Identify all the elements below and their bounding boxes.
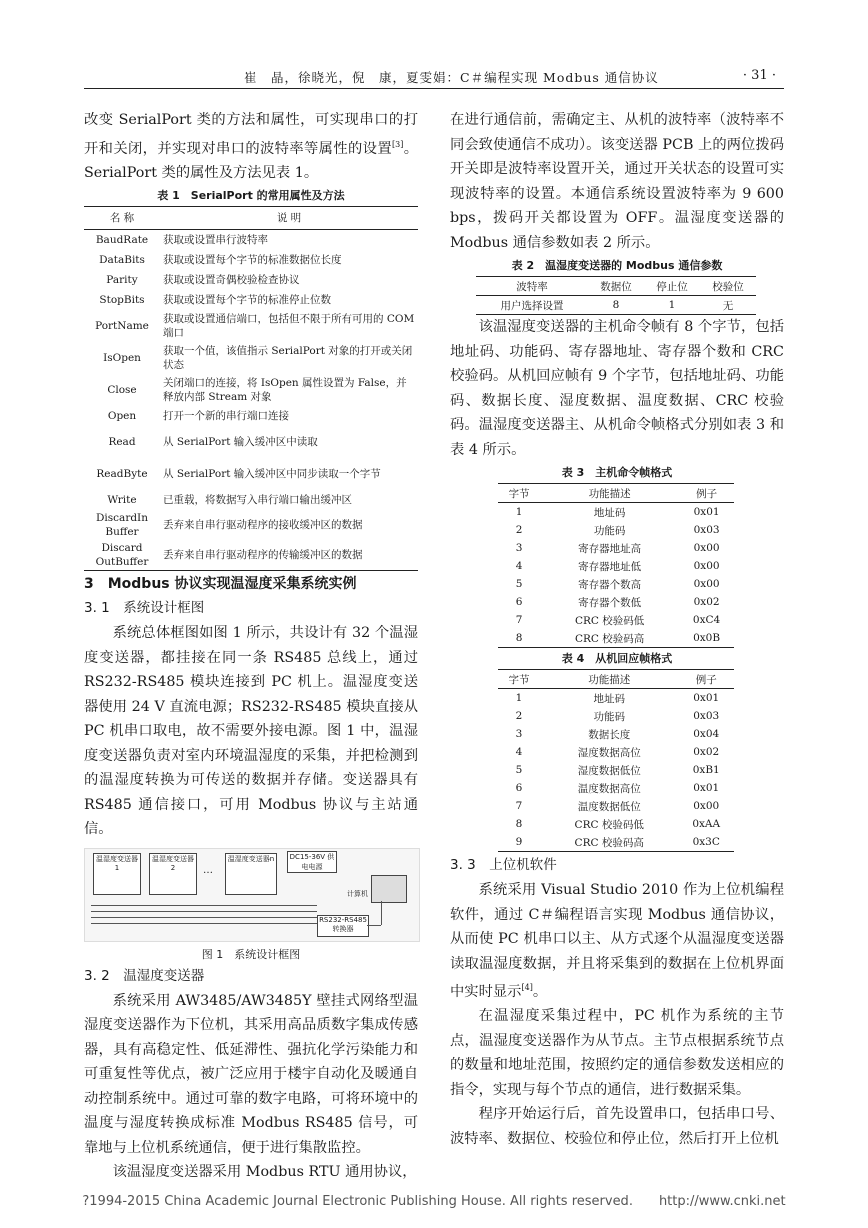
table-header: 功能描述 — [588, 673, 631, 686]
table4-caption: 表 4 从机回应帧格式 — [561, 652, 673, 665]
table-cell: 0x01 — [693, 692, 720, 704]
table-header: 说 明 — [276, 212, 302, 225]
table-cell: 6 — [515, 596, 523, 608]
subsection-heading: 3. 2 温湿度变送器 — [84, 967, 205, 984]
table-cell: 4 — [515, 560, 523, 572]
member-name: PortName — [95, 320, 149, 333]
member-description: 获取或设置每个字节的标准停止位数 — [163, 294, 331, 307]
table-cell: 0xB1 — [692, 764, 720, 776]
table2-caption: 表 2 温湿度变送器的 Modbus 通信参数 — [511, 259, 723, 272]
section-heading: 3 Modbus 协议实现温湿度采集系统实例 — [84, 576, 357, 593]
table-header: 例子 — [695, 673, 717, 686]
table-row — [84, 540, 418, 571]
table-row — [498, 707, 734, 725]
table-cell: 寄存器地址高 — [578, 542, 642, 555]
table-cell: 0x0B — [693, 632, 721, 644]
table-row — [498, 779, 734, 797]
ellipsis: … — [203, 864, 213, 876]
page-number: · 31 · — [742, 68, 776, 83]
table-header: 名 称 — [109, 212, 135, 225]
table-cell: 0x00 — [693, 542, 720, 554]
table-row — [498, 611, 734, 629]
table-cell: CRC 校验码高 — [574, 836, 644, 849]
member-description: 从 SerialPort 输入缓冲区中同步读取一个字节 — [163, 468, 381, 481]
member-name: Open — [107, 410, 137, 423]
member-name: DiscardIn Buffer — [96, 512, 148, 539]
table-cell: 8 — [515, 632, 523, 644]
paragraph: 该温湿度变送器采用 Modbus RTU 通用协议， — [112, 1164, 417, 1181]
table-row — [84, 458, 418, 490]
table-header: 校验位 — [712, 280, 744, 293]
table-cell: 数据长度 — [588, 728, 631, 741]
power-supply-box: DC15-36V 供电电源 — [287, 851, 337, 873]
table-cell: 0x03 — [693, 710, 720, 722]
table-cell: 5 — [515, 578, 523, 590]
table-cell: 用户选择设置 — [500, 299, 564, 312]
table-cell: 7 — [515, 800, 523, 812]
table-cell: 1 — [515, 506, 523, 518]
table-cell: 1 — [668, 299, 676, 311]
left-column — [84, 108, 418, 1185]
member-name: Close — [107, 384, 137, 397]
member-description: 丢弃来自串行驱动程序的接收缓冲区的数据 — [163, 519, 363, 532]
subsection-heading: 3. 1 系统设计框图 — [84, 600, 205, 617]
table-header: 功能描述 — [588, 487, 631, 500]
transmitter-box: 温湿度变送器1 — [93, 853, 141, 895]
table-row — [84, 250, 418, 270]
table-row — [498, 539, 734, 557]
paragraph: 系统采用 Visual Studio 2010 作为上位机编程软件，通过 C＃编程语言实现 Modbus 通信协议，从而使 PC 机串口以主、从方式逐个从温湿度变送器读取温湿度数据，并且将采集到的数据在上位机界面中实时显示[4]。 — [450, 882, 784, 1000]
table-cell: 0x01 — [693, 782, 720, 794]
table-row — [498, 797, 734, 815]
table-row — [84, 406, 418, 426]
table-cell: 3 — [515, 542, 523, 554]
table-header: 停止位 — [656, 280, 688, 293]
table-header: 字节 — [508, 673, 530, 686]
table3 — [498, 483, 734, 648]
member-name: Parity — [106, 274, 138, 287]
member-description: 打开一个新的串行端口连接 — [163, 410, 289, 423]
citation[interactable]: [4] — [521, 983, 533, 992]
table-cell: 功能码 — [593, 710, 625, 723]
transmitter-box: 温湿度变送器n — [225, 853, 277, 895]
table-cell: 9 — [515, 836, 523, 848]
paragraph: 改变 SerialPort 类的方法和属性，可实现串口的打开和关闭，并实现对串口的波特率等属性的设置[3]。SerialPort 类的属性及方法见表 1。 — [84, 112, 419, 181]
table-row — [498, 575, 734, 593]
member-name: Discard OutBuffer — [95, 542, 149, 569]
table-cell: 地址码 — [593, 692, 625, 705]
table1-caption: 表 1 SerialPort 的常用属性及方法 — [157, 189, 345, 203]
table-cell: 0x00 — [693, 560, 720, 572]
table4 — [498, 669, 734, 852]
table-row — [84, 230, 418, 251]
table1 — [84, 206, 418, 571]
member-description: 获取或设置奇偶校验检查协议 — [163, 274, 300, 287]
member-description: 关闭端口的连接，将 IsOpen 属性设置为 False，并释放内部 Stream 对象 — [163, 377, 407, 404]
paragraph: 在温湿度采集过程中，PC 机作为系统的主节点，温湿度变送器作为从节点。主节点根据系统节点的数量和地址范围，按照约定的通信参数发送相应的指令，实现与每个节点的通信，进行数据采集。 — [450, 1008, 784, 1098]
running-header — [84, 66, 784, 89]
paragraph: 该温湿度变送器的主机命令帧有 8 个字节，包括地址码、功能码、寄存器地址、寄存器个数和 CRC 校验码。从机回应帧有 9 个字节，包括地址码、功能码、数据长度、湿度数据、温度数据、CRC 校验码。温湿度变送器主、从机命令帧格式分别如表 3 和表 4 所示。 — [450, 319, 784, 458]
table-cell: 0x03 — [693, 524, 720, 536]
member-name: DataBits — [99, 254, 145, 267]
table-cell: CRC 校验码低 — [574, 614, 645, 627]
table-row — [84, 310, 418, 342]
table-header: 字节 — [508, 487, 530, 500]
table-row — [84, 490, 418, 510]
table2 — [476, 276, 756, 315]
table-cell: 0x3C — [692, 836, 720, 848]
paragraph: 系统总体框图如图 1 所示，共设计有 32 个温湿度变送器，都挂接在同一条 RS485 总线上，通过 RS232-RS485 模块连接到 PC 机上。温湿度变送器使用 24 V 直流电源；RS232-RS485 模块直接从 PC 机串口取电，故不需要外接电源。图 1 中，温湿度变送器负责对室内环境温湿度的采集，并把检测到的温湿度转换为可传送的数据并存储。变送器具有 RS485 通信接口，可用 Modbus 协议与主站通信。 — [84, 625, 418, 838]
table-cell: 湿度数据低位 — [577, 764, 641, 777]
figure1-caption: 图 1 系统设计框图 — [201, 947, 301, 961]
computer-icon — [371, 875, 407, 903]
table-row — [84, 342, 418, 374]
table-row — [498, 761, 734, 779]
table-row — [498, 629, 734, 648]
table-cell: 6 — [515, 782, 523, 794]
table-cell: CRC 校验码低 — [574, 818, 644, 831]
member-name: StopBits — [99, 294, 145, 307]
table-header: 波特率 — [516, 280, 548, 293]
subsection-heading: 3. 3 上位机软件 — [450, 857, 557, 873]
member-name: IsOpen — [103, 352, 141, 365]
table-cell: 3 — [515, 728, 523, 740]
table-cell: 2 — [515, 710, 523, 722]
table-row — [498, 833, 734, 852]
citation[interactable]: [3] — [392, 139, 404, 149]
table-cell: 功能码 — [593, 524, 626, 537]
member-name: ReadByte — [96, 468, 148, 481]
converter-box: RS232-RS485 转换器 — [317, 915, 369, 937]
member-description: 获取或设置串行波特率 — [163, 234, 268, 247]
table-cell: 寄存器地址低 — [578, 560, 642, 573]
table3-caption: 表 3 主机命令帧格式 — [561, 466, 673, 479]
transmitter-box: 温湿度变送器2 — [149, 853, 197, 895]
table-cell: 0x02 — [693, 746, 720, 758]
table-row — [498, 557, 734, 575]
table-row — [84, 270, 418, 290]
table-cell: CRC 校验码高 — [574, 632, 645, 645]
table-row — [84, 510, 418, 540]
member-description: 获取或设置通信端口，包括但不限于所有可用的 COM 端口 — [163, 313, 415, 340]
table-row — [84, 374, 418, 406]
table-header: 数据位 — [600, 280, 632, 293]
table-cell: 地址码 — [593, 506, 626, 519]
table-cell: 寄存器个数低 — [578, 596, 642, 609]
table-row — [498, 503, 734, 522]
computer-label: 计算机 — [347, 889, 368, 898]
member-name: BaudRate — [95, 234, 149, 247]
running-title: 崔 晶，徐晓光，倪 康，夏雯娟：C＃编程实现 Modbus 通信协议 — [244, 70, 659, 85]
paragraph: 在进行通信前，需确定主、从机的波特率（波特率不同会致使通信不成功）。该变送器 PCB 上的两位拨码开关即是波特率设置开关，通过开关状态的设置可实现波特率的设置。本通信系统设置波特率为 9 600 bps，拨码开关都设置为 OFF。温湿度变送器的 Modbus 通信参数如表 2 所示。 — [450, 112, 784, 251]
member-description: 丢弃来自串行驱动程序的传输缓冲区的数据 — [163, 549, 363, 562]
table-cell: 2 — [515, 524, 523, 536]
table-row — [84, 426, 418, 458]
table-cell: 温度数据高位 — [577, 782, 641, 795]
table-cell: 0x02 — [693, 596, 720, 608]
table-cell: 0xAA — [692, 818, 721, 830]
table-cell: 1 — [515, 692, 523, 704]
table-cell: 8 — [612, 299, 620, 311]
member-description: 获取或设置每个字节的标准数据位长度 — [163, 254, 342, 267]
footer-copyright: ?1994-2015 China Academic Journal Electronic Publishing House. All rights reserved. http://www.cnki.net — [82, 1194, 786, 1209]
member-description: 已重载，将数据写入串行端口输出缓冲区 — [163, 494, 352, 507]
right-column — [450, 108, 784, 1151]
member-description: 获取一个值，该值指示 SerialPort 对象的打开或关闭状态 — [163, 345, 413, 372]
table-cell: 寄存器个数高 — [578, 578, 642, 591]
figure-system-diagram — [84, 848, 420, 942]
table-row — [498, 593, 734, 611]
table-row — [498, 689, 734, 708]
table-cell: 5 — [515, 764, 523, 776]
table-row — [84, 290, 418, 310]
member-name: Read — [108, 436, 136, 449]
table-cell: 0x01 — [693, 506, 720, 518]
table-cell: 0x00 — [693, 578, 720, 590]
paragraph: 程序开始运行后，首先设置串口，包括串口号、波特率、数据位、校验位和停止位，然后打开上位机 — [450, 1106, 784, 1147]
table-cell: 0x04 — [693, 728, 720, 740]
table-row — [498, 725, 734, 743]
paragraph: 系统采用 AW3485/AW3485Y 壁挂式网络型温湿度变送器作为下位机，其采用高品质数字集成传感器，具有高稳定性、低延滞性、强抗化学污染能力和可重复性等优点，被广泛应用于楼宇自动化及暖通自动控制系统中。通过可靠的数字电路，可将环境中的温度与湿度转换成标准 Modbus RS485 信号，可靠地与上位机系统通信，便于进行集散监控。 — [84, 992, 418, 1156]
table-cell: 7 — [515, 614, 523, 626]
table-cell: 8 — [515, 818, 523, 830]
table-header: 例子 — [696, 487, 718, 500]
table-cell: 0xC4 — [692, 614, 721, 626]
table-cell: 无 — [722, 299, 734, 312]
table-row — [498, 521, 734, 539]
table-row — [498, 815, 734, 833]
member-name: Write — [107, 494, 137, 507]
member-description: 从 SerialPort 输入缓冲区中读取 — [163, 436, 318, 449]
table-cell: 温度数据低位 — [577, 800, 641, 813]
table-cell: 0x00 — [693, 800, 720, 812]
table-cell: 湿度数据高位 — [577, 746, 641, 759]
table-cell: 4 — [515, 746, 523, 758]
table-row — [498, 743, 734, 761]
